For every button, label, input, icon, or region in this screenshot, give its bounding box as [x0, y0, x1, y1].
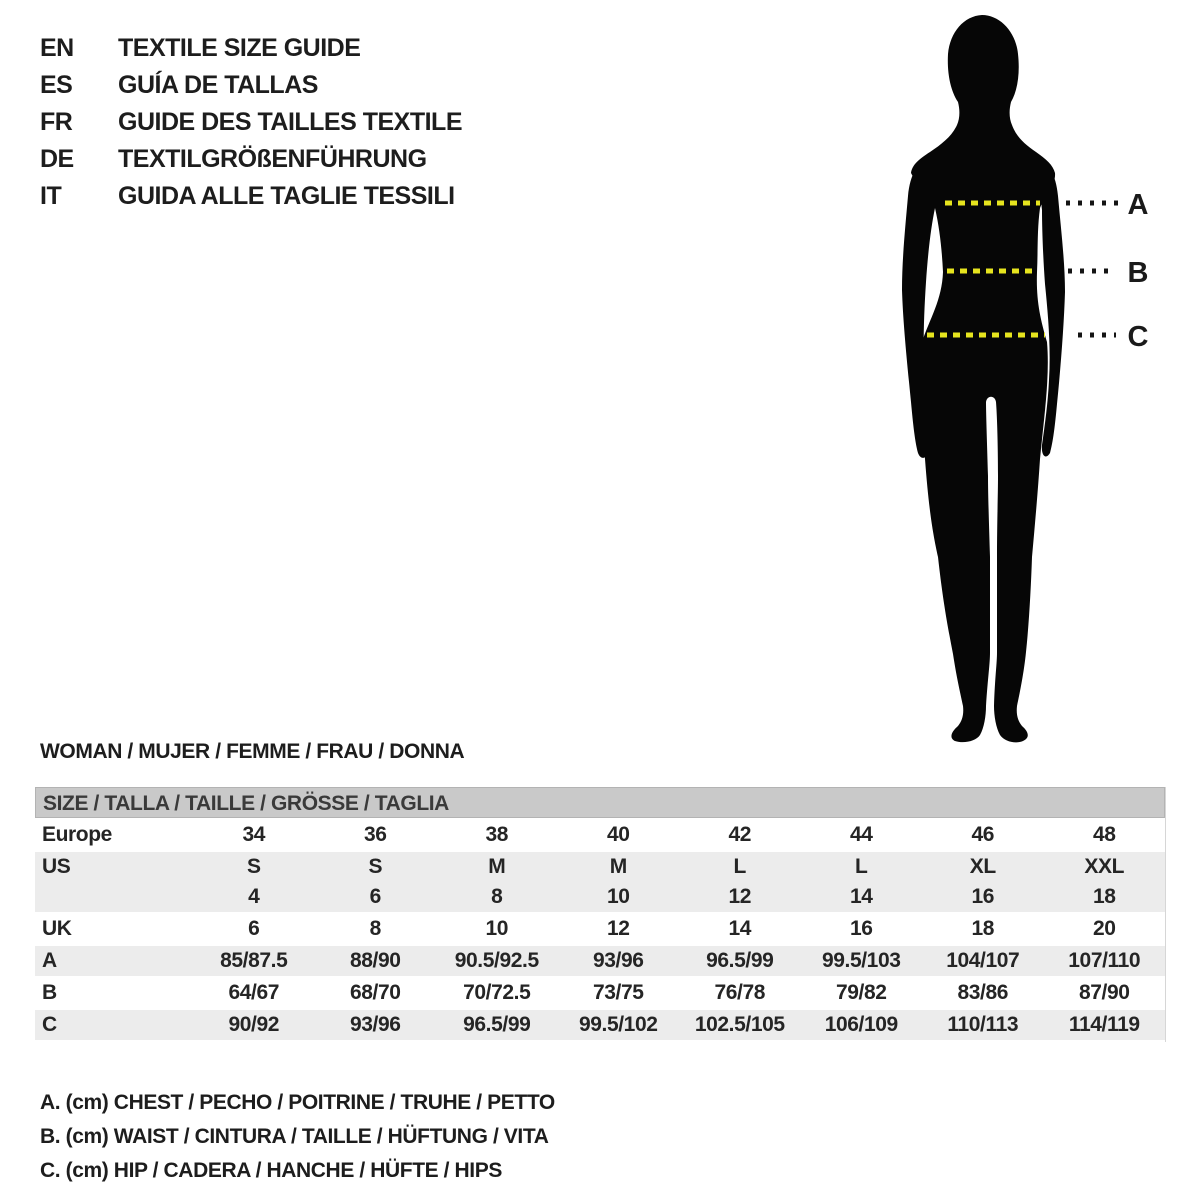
size-cell: 36 [363, 823, 387, 846]
language-code: DE [40, 145, 74, 173]
size-cell: 6 [248, 917, 260, 940]
size-cell: 42 [728, 823, 752, 846]
size-cell: 114/119 [1068, 1013, 1140, 1036]
size-cell: 102.5/105 [694, 1013, 785, 1036]
size-cell: 48 [1092, 823, 1116, 846]
language-item [40, 67, 462, 104]
size-cell: 99.5/103 [821, 949, 901, 972]
language-item [40, 104, 462, 141]
size-cell: 20 [1092, 917, 1116, 940]
size-cell: 38 [485, 823, 509, 846]
size-table [35, 787, 1166, 1042]
size-row-label: A [42, 949, 57, 972]
size-cell: 44 [849, 823, 873, 846]
size-table-row [35, 946, 1165, 976]
size-cell: 83/86 [957, 981, 1009, 1004]
size-table-row [35, 1010, 1165, 1040]
size-cell: 73/75 [592, 981, 644, 1004]
size-table-line [35, 852, 1165, 882]
size-cell: M [609, 855, 627, 878]
size-table-line [35, 1010, 1165, 1040]
woman-silhouette-figure [890, 12, 1170, 747]
size-table-header: SIZE / TALLA / TAILLE / GRÖSSE / TAGLIA [35, 787, 1165, 818]
legend-line-hip: C. (cm) HIP / CADERA / HANCHE / HÜFTE / HIPS [40, 1159, 502, 1182]
size-row-label: UK [42, 917, 72, 940]
language-item [40, 30, 462, 67]
waist-marker-label: B [1127, 257, 1149, 289]
size-cell: 93/96 [349, 1013, 401, 1036]
size-cell: 14 [728, 917, 752, 940]
size-cell: S [368, 855, 383, 878]
size-cell: 110/113 [947, 1013, 1019, 1036]
size-cell: 106/109 [824, 1013, 898, 1036]
size-table-line [35, 882, 1165, 912]
size-cell: 90.5/92.5 [454, 949, 539, 972]
language-title: TEXTILE SIZE GUIDE [118, 34, 361, 62]
size-table-row [35, 852, 1165, 912]
size-cell: 104/107 [946, 949, 1020, 972]
size-cell: 64/67 [228, 981, 280, 1004]
size-cell: XXL [1084, 855, 1125, 878]
size-cell: 76/78 [714, 981, 766, 1004]
size-cell: 16 [971, 885, 995, 908]
size-cell: 18 [1092, 885, 1116, 908]
size-table-line [35, 914, 1165, 944]
size-cell: 34 [242, 823, 266, 846]
size-cell: 96.5/99 [463, 1013, 531, 1036]
legend-line-waist: B. (cm) WAIST / CINTURA / TAILLE / HÜFTUNG / VITA [40, 1125, 549, 1148]
size-cell: XL [969, 855, 996, 878]
language-code: EN [40, 34, 74, 62]
size-cell: L [855, 855, 868, 878]
size-cell: 12 [606, 917, 630, 940]
size-table-line [35, 946, 1165, 976]
size-cell: 96.5/99 [706, 949, 774, 972]
language-list [40, 30, 462, 215]
size-cell: 70/72.5 [463, 981, 531, 1004]
size-table-line [35, 978, 1165, 1008]
size-cell: 10 [606, 885, 630, 908]
size-cell: 93/96 [592, 949, 644, 972]
language-title: TEXTILGRÖßENFÜHRUNG [118, 145, 427, 173]
size-cell: 79/82 [835, 981, 887, 1004]
size-cell: 16 [849, 917, 873, 940]
size-cell: 46 [971, 823, 995, 846]
size-table-row [35, 978, 1165, 1008]
language-title: GUIDE DES TAILLES TEXTILE [118, 108, 463, 136]
size-cell: 88/90 [349, 949, 401, 972]
size-cell: L [733, 855, 746, 878]
size-cell: 12 [728, 885, 752, 908]
size-row-label: US [42, 855, 71, 878]
size-cell: 99.5/102 [578, 1013, 658, 1036]
size-cell: S [246, 855, 261, 878]
size-cell: 90/92 [228, 1013, 280, 1036]
size-cell: M [488, 855, 506, 878]
size-cell: 40 [606, 823, 630, 846]
size-cell: 8 [491, 885, 503, 908]
legend-line-chest: A. (cm) CHEST / PECHO / POITRINE / TRUHE / PETTO [40, 1091, 555, 1114]
size-cell: 4 [248, 885, 260, 908]
size-cell: 87/90 [1078, 981, 1130, 1004]
size-table-row [35, 914, 1165, 944]
measurement-legend [40, 1086, 555, 1188]
section-title: WOMAN / MUJER / FEMME / FRAU / DONNA [40, 740, 465, 763]
language-title: GUÍA DE TALLAS [118, 71, 318, 99]
chest-marker-label: A [1127, 189, 1149, 221]
language-code: FR [40, 108, 73, 136]
language-item [40, 178, 462, 215]
size-table-line [35, 820, 1165, 850]
language-code: ES [40, 71, 73, 99]
woman-body [911, 15, 1055, 742]
size-cell: 18 [971, 917, 995, 940]
language-code: IT [40, 182, 62, 210]
hip-marker-label: C [1127, 321, 1149, 353]
size-table-body [35, 820, 1165, 1040]
size-cell: 8 [369, 917, 381, 940]
size-row-label: Europe [42, 823, 112, 846]
language-item [40, 141, 462, 178]
size-cell: 10 [485, 917, 509, 940]
size-cell: 14 [849, 885, 873, 908]
woman-silhouette [902, 15, 1065, 742]
size-table-row [35, 820, 1165, 850]
size-cell: 6 [369, 885, 381, 908]
size-cell: 85/87.5 [220, 949, 288, 972]
size-cell: 68/70 [349, 981, 401, 1004]
language-title: GUIDA ALLE TAGLIE TESSILI [118, 182, 455, 210]
size-row-label: C [42, 1013, 57, 1036]
size-cell: 107/110 [1068, 949, 1141, 972]
size-row-label: B [42, 981, 57, 1004]
